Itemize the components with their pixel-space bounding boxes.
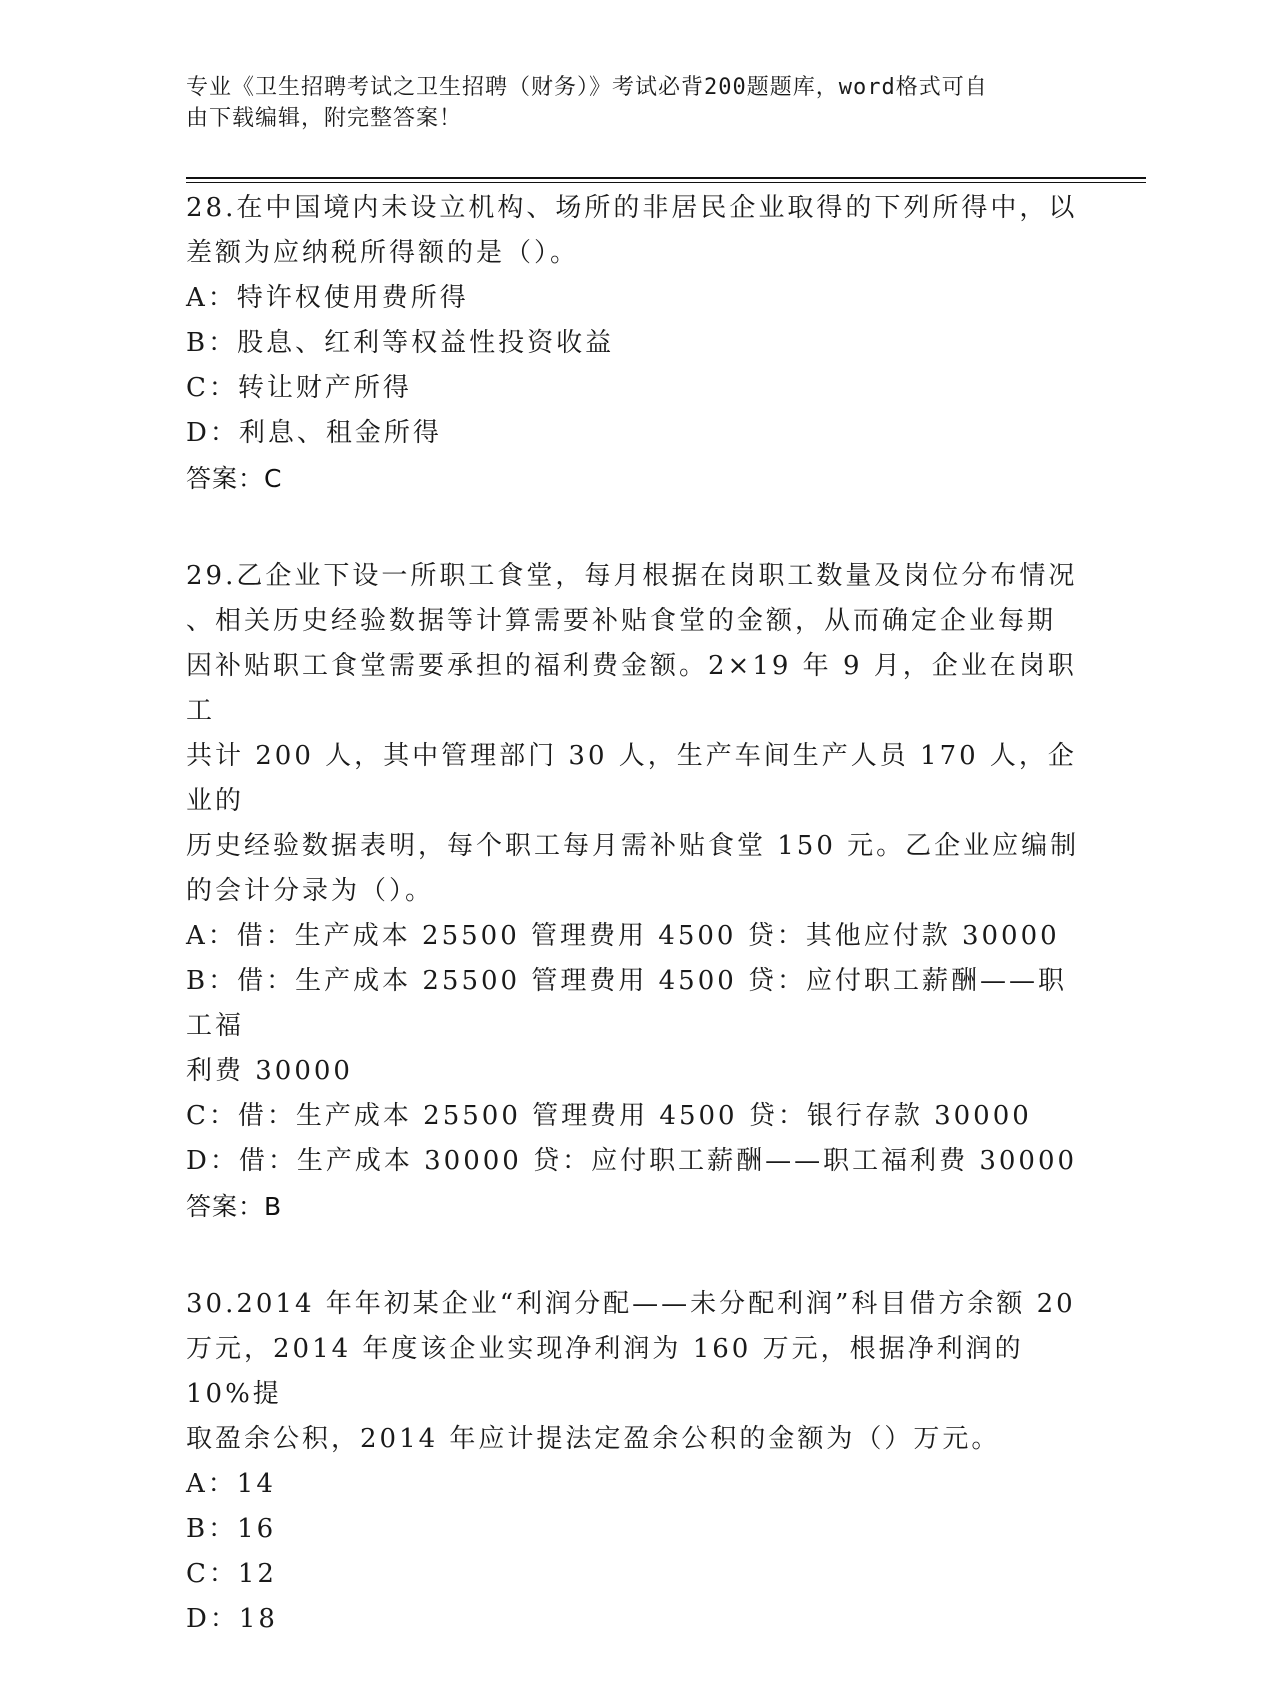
question-text-line: 、相关历史经验数据等计算需要补贴食堂的金额，从而确定企业每期: [186, 606, 1057, 636]
question-text-line: 取盈余公积，2014 年应计提法定盈余公积的金额为（）万元。: [186, 1424, 1001, 1454]
option-b: B：16: [186, 1514, 277, 1544]
option-a: A：借：生产成本 25500 管理费用 4500 贷：其他应付款 30000: [186, 921, 1060, 951]
question-list: [186, 186, 1086, 1695]
question-text-line: 共计 200 人，其中管理部门 30 人，生产车间生产人员 170 人，企业的: [186, 741, 1077, 816]
header-line-2: 由下载编辑，附完整答案！: [186, 106, 463, 131]
question-29: [186, 554, 1086, 1229]
question-text-line: 的会计分录为（）。: [186, 876, 435, 906]
option-c: C：借：生产成本 25500 管理费用 4500 贷：银行存款 30000: [186, 1101, 1032, 1131]
question-28: [186, 186, 1086, 501]
option-b: B：借：生产成本 25500 管理费用 4500 贷：应付职工薪酬——职工福: [186, 966, 1068, 1041]
option-d: D：18: [186, 1604, 278, 1634]
option-d: D：利息、租金所得: [186, 418, 442, 448]
option-a: A：特许权使用费所得: [186, 283, 469, 313]
question-text-line: 万元，2014 年度该企业实现净利润为 160 万元，根据净利润的 10%提: [186, 1334, 1024, 1409]
option-b: B：股息、红利等权益性投资收益: [186, 328, 615, 358]
header-line-1: 专业《卫生招聘考试之卫生招聘（财务）》考试必背200题题库，word格式可自: [186, 75, 988, 100]
header-divider-thick: [186, 177, 1146, 179]
question-text-line: 因补贴职工食堂需要承担的福利费金额。2×19 年 9 月，企业在岗职工: [186, 651, 1077, 726]
question-text-line: 差额为应纳税所得额的是（）。: [186, 238, 580, 268]
option-c: C：12: [186, 1559, 277, 1589]
answer-text: 答案：B: [186, 1192, 283, 1221]
answer-text: 答案：C: [186, 464, 283, 493]
option-b-continued: 利费 30000: [186, 1056, 353, 1086]
question-30: [186, 1282, 1086, 1642]
option-c: C：转让财产所得: [186, 373, 412, 403]
question-text-line: 30.2014 年年初某企业“利润分配——未分配利润”科目借方余额 20: [186, 1289, 1076, 1319]
option-d: D：借：生产成本 30000 贷：应付职工薪酬——职工福利费 30000: [186, 1146, 1078, 1176]
question-text-line: 历史经验数据表明，每个职工每月需补贴食堂 150 元。乙企业应编制: [186, 831, 1080, 861]
header-divider-thin: [186, 182, 1146, 183]
document-header: [186, 72, 1066, 134]
option-a: A：14: [186, 1469, 276, 1499]
question-text-line: 28.在中国境内未设立机构、场所的非居民企业取得的下列所得中，以: [186, 193, 1078, 223]
question-text-line: 29.乙企业下设一所职工食堂，每月根据在岗职工数量及岗位分布情况: [186, 561, 1078, 591]
